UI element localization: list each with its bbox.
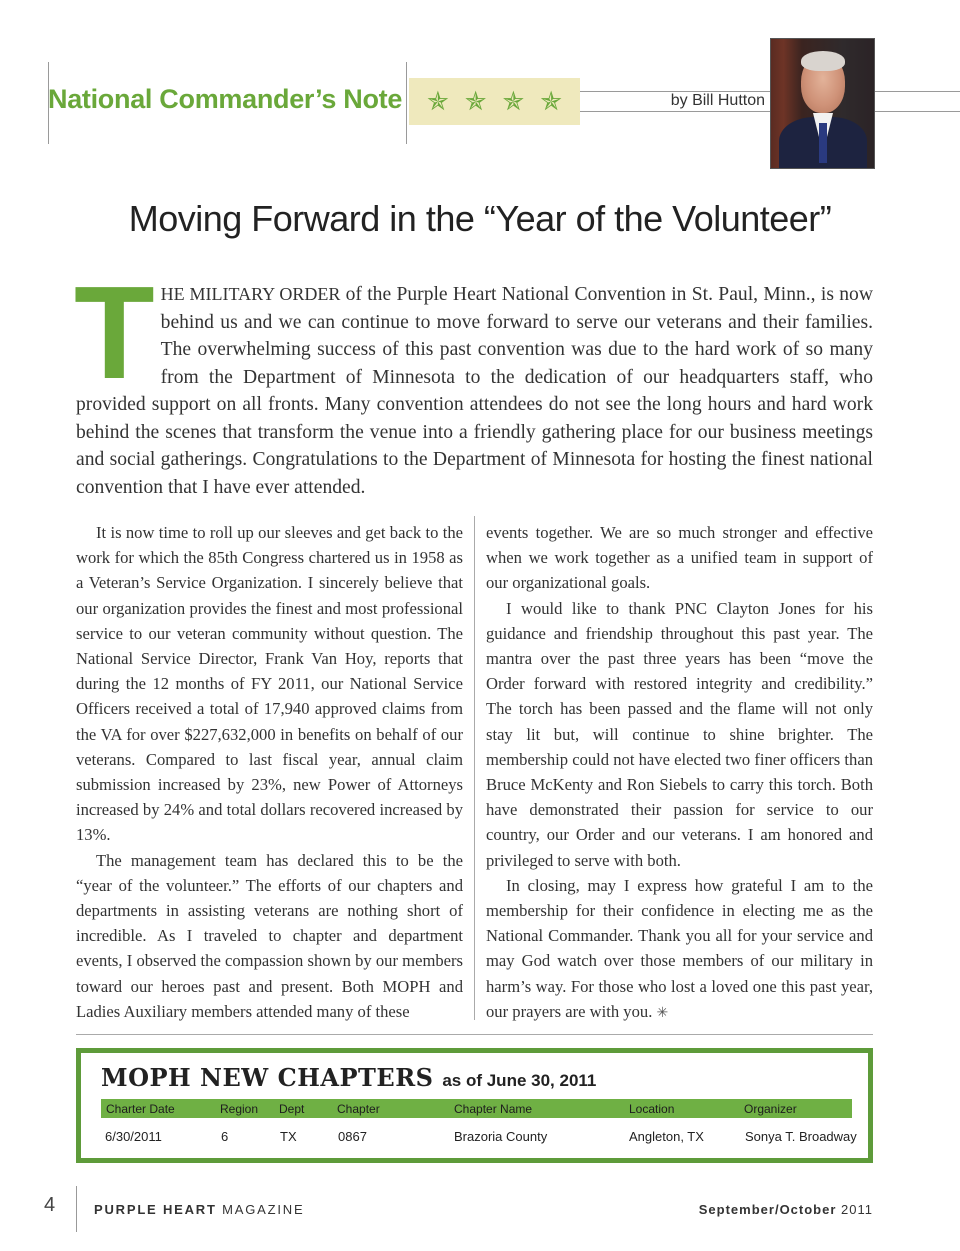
new-chapters-box — [76, 1048, 873, 1163]
header-rule-bottom — [580, 111, 770, 112]
end-mark-icon: ✳ — [656, 1005, 669, 1021]
column-header: Chapter Name — [454, 1102, 533, 1116]
body-paragraph: It is now time to roll up our sleeves and get back to the work for which the 85th Congress chartered us in 1958 as a Veteran’s Service Organization. I sincerely believe that our organization provides the finest and most professional service to our veteran community without question. The National Service Director, Frank Van Hoy, reports that during the 12 months of FY 2011, our National Service Officers received a total of 17,940 approved claims from the VA for over $227,632,000 in benefits on behalf of our veterans. Compared to last fiscal year, annual claim submission increased by 23%, new Power of Attorneys increased by 24% and total dollars recovered increased by 13%. — [76, 523, 463, 845]
column-divider — [474, 516, 475, 1020]
article-headline: Moving Forward in the “Year of the Volunteer” — [128, 198, 832, 239]
section-title: National Commander’s Note — [48, 84, 403, 114]
star-icon: ✯ — [540, 86, 563, 116]
chapters-title-text: MOPH NEW CHAPTERS — [101, 1063, 434, 1092]
page-number: 4 — [44, 1194, 56, 1216]
table-cell: Sonya T. Broadway — [745, 1129, 857, 1144]
table-row — [101, 1129, 857, 1147]
header-rule-right-top — [873, 91, 960, 92]
star-icon: ✯ — [464, 86, 487, 116]
column-header: Location — [629, 1102, 675, 1116]
chapters-table-header — [101, 1099, 852, 1118]
table-cell: Angleton, TX — [629, 1129, 704, 1144]
column-header: Dept — [279, 1102, 305, 1116]
drop-cap: T — [74, 259, 155, 406]
table-cell: TX — [280, 1129, 297, 1144]
byline: by Bill Hutton — [670, 92, 765, 109]
footer-rule — [76, 1186, 77, 1232]
magazine-name — [94, 1202, 304, 1217]
body-paragraph: I would like to thank PNC Clayton Jones for his guidance and friendship throughout this past year. The mantra over the past three years has been “move the Order forward with restored integrity and credibility.” The torch has been passed and the flame will not only stay lit but, will continue to shine brighter. The membership could not have elected two finer officers than Bruce McKenty and Ron Siebels to carry this torch. Both have demonstrated their passion for service to our country, our Order and our veterans. I am honored and privileged to serve with both. — [486, 598, 873, 870]
right-column — [486, 520, 873, 1026]
table-cell: 6/30/2011 — [105, 1129, 162, 1144]
intro-paragraph — [74, 259, 873, 501]
issue-months: September/October — [698, 1202, 837, 1217]
column-header: Chapter — [337, 1102, 380, 1116]
intro-lead: HE MILITARY ORDER — [160, 284, 341, 304]
table-cell: 0867 — [338, 1129, 367, 1144]
star-icon: ✯ — [426, 86, 449, 116]
chapters-subtitle: as of June 30, 2011 — [442, 1071, 597, 1090]
column-header: Region — [220, 1102, 259, 1116]
table-cell: Brazoria County — [454, 1129, 548, 1144]
column-header: Organizer — [744, 1102, 797, 1116]
left-column — [76, 520, 463, 1024]
issue-date — [560, 1202, 873, 1217]
magazine-name-rest: MAGAZINE — [216, 1202, 305, 1217]
chapters-title — [101, 1063, 596, 1092]
body-text: In closing, may I express how grateful I am to the membership for their confidence in electing me as the National Commander. Thank you all for your service and may God watch over those members of our military in harm’s way. For those who lost a loved one this past year, our prayers are with you. — [486, 875, 873, 1021]
author-photo — [770, 38, 875, 169]
body-paragraph: events together. We are so much stronger and effective when we work together as a unified team in support of our organizational goals. — [486, 523, 873, 593]
magazine-name-bold: PURPLE HEART — [94, 1202, 217, 1217]
intro-text: of the Purple Heart National Convention in St. Paul, Minn., is now behind us and we can continue to move forward to serve our veterans and their families. The overwhelming success of this past convention was due to the hard work of so many from the Department of Minnesota to the dedication of our headquarters staff, who provided support on all fronts. Many convention attendees do not see the long hours and hard work behind the scenes that transform the venue into a friendly gathering place for our business meetings and social gatherings. Congratulations to the Department of Minnesota for hosting the finest national convention that I have ever attended. — [76, 284, 873, 498]
section-divider — [76, 1034, 873, 1035]
column-header: Charter Date — [106, 1102, 175, 1116]
header-rule-mid — [406, 62, 407, 144]
header-rule-right-bottom — [873, 111, 960, 112]
issue-year: 2011 — [836, 1202, 873, 1217]
body-paragraph: The management team has declared this to be the “year of the volunteer.” The efforts of our chapters and departments in assisting veterans are nothing short of incredible. As I traveled to chapter and department events, I observed the compassion shown by our members toward our heroes past and present. Both MOPH and Ladies Auxiliary members attended many of these — [76, 850, 463, 1021]
body-paragraph — [486, 873, 873, 1026]
star-icon: ✯ — [502, 86, 525, 116]
stars-banner — [409, 78, 580, 125]
table-cell: 6 — [221, 1129, 229, 1144]
